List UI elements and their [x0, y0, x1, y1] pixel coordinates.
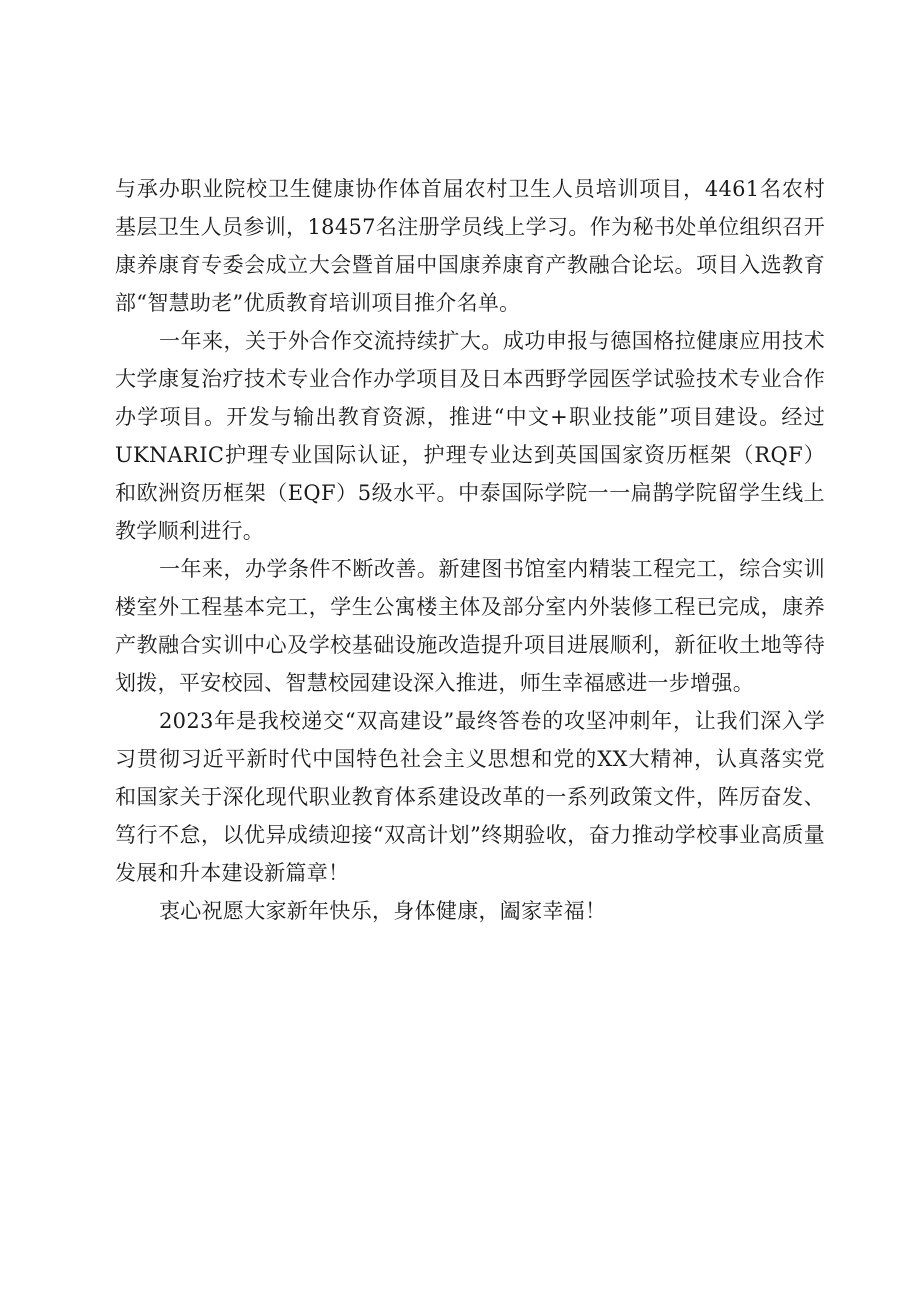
paragraph-training-project: 与承办职业院校卫生健康协作体首届农村卫生人员培训项目，4461名农村基层卫生人员参训，18457名注册学员线上学习。作为秘书处单位组织召开康养康育专委会成立大会暨首届中国康养康育产教融合论坛。项目入选教育部“智慧助老”优质教育培训项目推介名单。 — [115, 177, 825, 315]
paragraph-campus-conditions: 一年来，办学条件不断改善。新建图书馆室内精装工程完工，综合实训楼室外工程基本完工，学生公寓楼主体及部分室内外装修工程已完成，康养产教融合实训中心及学校基础设施改造提升项目进展顺利，新征收土地等待划拨，平安校园、智慧校园建设深入推进，师生幸福感进一步增强。 — [115, 557, 825, 695]
paragraph-new-year-wishes: 衷心祝愿大家新年快乐，身体健康，阖家幸福！ — [159, 899, 607, 923]
document-body — [115, 170, 825, 930]
paragraph-international-cooperation: 一年来，关于外合作交流持续扩大。成功申报与德国格拉健康应用技术大学康复治疗技术专业合作办学项目及日本西野学园医学试验技术专业合作办学项目。开发与输出教育资源，推进“中文+职业技能”项目建设。经过UKNARIC护理专业国际认证，护理专业达到英国国家资历框架（RQF）和欧洲资历框架（EQF）5级水平。中泰国际学院一一扁鹊学院留学生线上教学顺利进行。 — [115, 329, 825, 543]
paragraph-2023-goals: 2023年是我校递交“双高建设”最终答卷的攻坚冲刺年，让我们深入学习贯彻习近平新时代中国特色社会主义思想和党的XX大精神，认真落实党和国家关于深化现代职业教育体系建设改革的一系列政策文件，阵厉奋发、笃行不怠，以优异成绩迎接“双高计划”终期验收，奋力推动学校事业高质量发展和升本建设新篇章！ — [115, 709, 825, 885]
